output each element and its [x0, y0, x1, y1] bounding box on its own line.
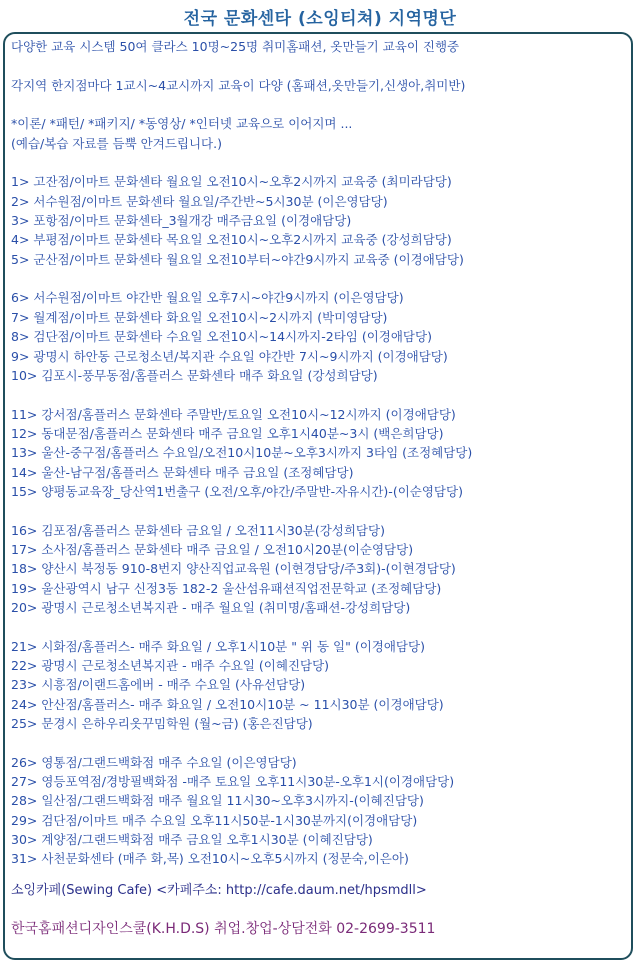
- spacer: [11, 153, 631, 172]
- location-item: 30> 계양점/그랜드백화점 매주 금요일 오후1시30분 (이혜진담당): [11, 832, 373, 848]
- location-item: 4> 부평점/이마트 문화센타 목요일 오전10시~오후2시까지 교육중 (강성희담당): [11, 232, 452, 248]
- location-item: 19> 울산광역시 남구 신정3동 182-2 울산섬유패션직업전문학교 (조정혜담당): [11, 580, 442, 596]
- location-item: 23> 시흥점/이랜드홈에버 - 매주 수요일 (사유선담당): [11, 677, 306, 693]
- intro-line: 다양한 교육 시스템 50여 클라스 10명~25명 취미홈패션, 옷만들기 교육이 진행중: [11, 39, 460, 54]
- location-item: 7> 월계점/이마트 문화센타 화요일 오전10시~2시까지 (박미영담당): [11, 309, 388, 325]
- location-item: 28> 일산점/그랜드백화점 매주 월요일 11시30~오후3시까지-(이혜진담당): [11, 793, 424, 809]
- location-item: 5> 군산점/이마트 문화센타 월요일 오전10부터~야간9시까지 교육중 (이경애담당): [11, 251, 464, 267]
- location-item: 13> 울산-중구점/홈플러스 수요일/오전10시10분~오후3시까지 3타임 (조정혜담당): [11, 445, 473, 461]
- intro-line: *이론/ *패턴/ *패키지/ *동영상/ *인터넷 교육으로 이어지며 ...: [11, 116, 353, 132]
- spacer: [11, 269, 631, 288]
- location-item: 29> 검단점/이마트 매주 수요일 오후11시50분-1시30분까지(이경애담당): [11, 812, 418, 828]
- location-item: 22> 광명시 근로청소년복지관 - 매주 수요일 (이혜진담당): [11, 658, 330, 673]
- location-item: 16> 김포점/홈플러스 문화센타 금요일 / 오전11시30분(강성희담당): [11, 522, 385, 538]
- location-item: 20> 광명시 근로청소년복지관 - 매주 월요일 (취미명/홈패션-강성희담당): [11, 599, 411, 615]
- spacer: [11, 501, 631, 520]
- location-item: 14> 울산-남구점/홈플러스 문화센타 매주 금요일 (조정혜담당): [11, 464, 354, 480]
- intro-line: (예습/복습 자료를 듬뿍 안겨드립니다.): [11, 135, 222, 151]
- location-item: 1> 고잔점/이마트 문화센타 월요일 오전10시~오후2시까지 교육중 (최미라담당): [11, 174, 452, 190]
- location-item: 8> 검단점/이마트 문화센타 수요일 오전10시~14시까지-2타임 (이경애담당): [11, 329, 432, 345]
- spacer: [11, 733, 631, 752]
- location-item: 17> 소사점/홈플러스 문화센타 매주 금요일 / 오전10시20분(이순영담당): [11, 541, 414, 557]
- spacer: [11, 385, 631, 404]
- spacer: [11, 95, 631, 114]
- location-item: 31> 사천문화센타 (매주 화,목) 오전10시~오후5시까지 (정문숙,이은아): [11, 851, 409, 867]
- location-item: 12> 동대문점/홈플러스 문화센타 매주 금요일 오후1시40분~3시 (백은희담당): [11, 425, 444, 441]
- location-item: 24> 안산점/홈플러스- 매주 화요일 / 오전10시10분 ~ 11시30분 (이경애담당): [11, 696, 444, 712]
- location-item: 21> 시화점/홈플러스- 매주 화요일 / 오후1시10분 " 위 동 일" (이경애담당): [11, 638, 425, 654]
- location-item: 2> 서수원점/이마트 문화센타 월요일/주간반~5시30분 (이은영담당): [11, 193, 388, 209]
- location-item: 10> 김포시-풍무동점/홈플러스 문화센타 매주 화요일 (강성희담당): [11, 367, 378, 383]
- intro-line: 각지역 한지점마다 1교시~4교시까지 교육이 다양 (홈패션,옷만들기,신생아,취미반): [11, 77, 466, 93]
- spacer: [11, 617, 631, 636]
- location-item: 25> 문경시 은하우리옷꾸밈학원 (월~금) (홍은진담당): [11, 716, 313, 732]
- location-item: 6> 서수원점/이마트 야간반 월요일 오후7시~야간9시까지 (이은영담당): [11, 290, 404, 306]
- location-item: 18> 양산시 북정동 910-8번지 양산직업교육원 (이현경담당/주3회)-(이현경담당): [11, 561, 456, 577]
- cafe-link[interactable]: 소잉카페(Sewing Cafe) <카페주소: http://cafe.daum.net/hpsmdll>: [11, 883, 427, 898]
- location-item: 27> 영등포역점/경방필백화점 -매주 토요일 오후11시30분-오후1시(이경애담당): [11, 774, 455, 790]
- location-item: 3> 포항점/이마트 문화센타_3월개강 매주금요일 (이경애담당): [11, 213, 352, 229]
- content-body: [11, 37, 631, 869]
- school-contact: 한국홈패션디자인스쿨(K.H.D.S) 취업.창업-상담전화 02-2699-3511: [11, 921, 436, 937]
- location-item: 9> 광명시 하안동 근로청소년/복지관 수요일 야간반 7시~9시까지 (이경애담당): [11, 348, 448, 364]
- location-item: 26> 영통점/그랜드백화점 매주 수요일 (이은영담당): [11, 754, 297, 770]
- spacer: [11, 56, 631, 75]
- location-item: 11> 강서점/홈플러스 문화센타 주말반/토요일 오전10시~12시까지 (이경애담당): [11, 406, 456, 422]
- page-title: 전국 문화센타 (소잉티쳐) 지역명단: [183, 9, 457, 29]
- location-item: 15> 양평동교육장_당산역1번출구 (오전/오후/야간/주말반-자유시간)-(이순영담당): [11, 483, 463, 499]
